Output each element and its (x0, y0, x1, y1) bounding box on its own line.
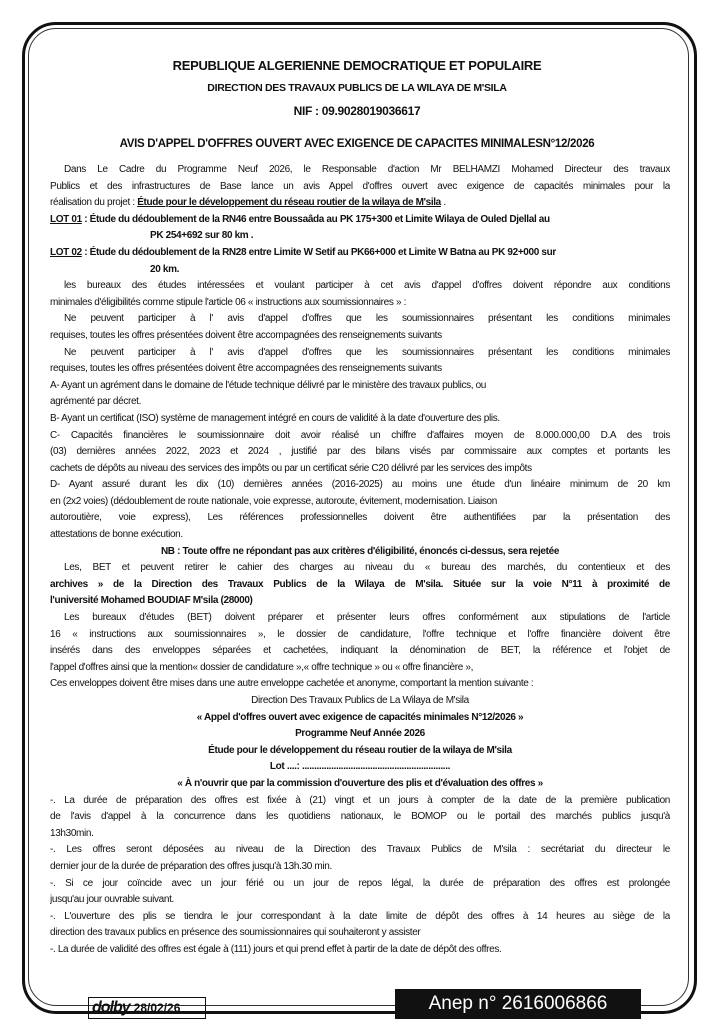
text-line: D- Ayant assuré durant les dix (10) dernières années (2016-2025) au moins une étude d'un linéaire minimum de 20 km (50, 479, 670, 491)
text-line: -. La durée de préparation des offres est fixée à (21) vingt et un jours à compter de la date de la première publication (50, 794, 670, 806)
text-line: agrémenté par décret. (50, 396, 142, 408)
lot-01-cont: PK 254+692 sur 80 km . (150, 230, 254, 242)
text-line: autoroutière, voie express), Les références professionnelles doivent être authentifiées par la présentation des (50, 512, 670, 524)
text-line: cachets de dépôts au niveau des services des impôts ou par un certificat série C20 délivré par les services des impôts (50, 462, 532, 474)
text-line: requises, toutes les offres présentées doivent être accompagnées des renseignements suivants (50, 329, 442, 341)
text-line: Les, BET et peuvent retirer le cahier des charges au niveau du « bureau des marchés, du contentieux et des (64, 562, 670, 574)
text-line: 16 « instructions aux soumissionnaires », le dossier de candidature, l'offre technique et l'offre financière doivent être (50, 628, 670, 640)
text-line: Lot ....: ............................................................. (269, 761, 451, 773)
text-line: -. La durée de validité des offres est égale à (111) jours et qui prend effet à partir de la date de dépôt des offres. (50, 943, 502, 955)
text-line: -. Si ce jour coïncide avec un jour férié ou un jour de repos légal, la durée de préparation des offres est prolongée (50, 877, 670, 889)
text-line: (03) dernières années 2022, 2023 et 2024 , justifié par des bilans visés par commissaire aux comptes et portants les (50, 446, 670, 458)
text-line: « Appel d'offres ouvert avec exigence de capacités minimales N°12/2026 » (196, 711, 524, 723)
text-line: Direction Des Travaux Publics de La Wilaya de M'sila (251, 695, 469, 706)
lot-01 (50, 212, 670, 229)
anep-number: Anep n° 2616006866 (395, 989, 641, 1019)
dolby-logo: dolby (92, 999, 130, 1016)
text-line: -. Les offres seront déposées au niveau de la Direction des Travaux Publics de M'sila : secrétariat du directeur le (50, 844, 670, 856)
lot-label: LOT 01 (50, 213, 82, 225)
header-direction: DIRECTION DES TRAVAUX PUBLICS DE LA WILAYA DE M'SILA (207, 82, 507, 94)
text-line: A- Ayant un agrément dans le domaine de l'étude technique délivré par le ministère des travaux publics, ou (50, 379, 487, 391)
dolby-stamp (88, 997, 206, 1019)
text-line: dernier jour de la durée de préparation des offres jusqu'à 13h.30 min. (50, 860, 332, 872)
text-line: de l'avis d'appel à la concurrence dans les quotidiens nationaux, le BOMOP ou le portail des marchés publics jusqu'à (50, 811, 670, 823)
intro-line: Dans Le Cadre du Programme Neuf 2026, le Responsable d'action Mr BELHAMZI Mohamed Directeur des travaux (64, 164, 670, 175)
text-line: minimales d'éligibilités comme stipule l'article 06 « instructions aux soumissionnaires » : (50, 296, 407, 308)
publication-date: 28/02/26 (133, 1001, 181, 1015)
text-line: Ne peuvent participer à l' avis d'appel d'offres que les soumissionnaires présentant les conditions minimales (64, 346, 670, 358)
notice-title: AVIS D'APPEL D'OFFRES OUVERT AVEC EXIGENCE DE CAPACITES MINIMALESN°12/2026 (119, 138, 595, 150)
text-line: 13h30min. (50, 827, 94, 839)
text-line: « À n'ouvrir que par la commission d'ouverture des plis et d'évaluation des offres » (177, 777, 543, 789)
text-line: Programme Neuf Année 2026 (295, 728, 425, 740)
text-line: attestations de bonne exécution. (50, 529, 183, 541)
lot-label: LOT 02 (50, 246, 82, 258)
project-title: Étude pour le développement du réseau routier de la wilaya de M'sila (137, 197, 441, 209)
text-line: Étude pour le développement du réseau routier de la wilaya de M'sila (208, 744, 512, 756)
text-line: insérés dans des enveloppes séparées et cachetées, indiquant la dénomination de BET, la référence et l'objet de (50, 645, 670, 657)
text-line: jusqu'au jour ouvrable suivant. (50, 894, 174, 906)
notice-body (50, 162, 670, 959)
text-line: Ne peuvent participer à l' avis d'appel d'offres que les soumissionnaires présentant les conditions minimales (64, 313, 670, 325)
lot-description: : Étude du dédoublement de la RN46 entre Boussaâda au PK 175+300 et Limite Wilaya de Ouled Djellal au (81, 213, 550, 225)
text-line: B- Ayant un certificat (ISO) système de management intégré en cours de validité à la date d'ouverture des plis. (50, 412, 500, 424)
text-line: l'appel d'offres ainsi que la mention« dossier de candidature »,« offre technique » ou « offre financière », (50, 661, 473, 673)
text-line: archives » de la Direction des Travaux Publics de la Wilaya de M'sila. Située sur la voie N°11 à proximité de (50, 578, 670, 590)
lot-02-cont: 20 km. (150, 263, 180, 275)
text-line: requises, toutes les offres présentées doivent être accompagnées des renseignements suivants (50, 363, 442, 375)
intro-line (50, 195, 670, 212)
text-line: en (2x2 voies) (dédoublement de route nationale, voie expresse, autoroute, évitement, modernisation. Liaison (50, 495, 497, 507)
header-nif: NIF : 09.9028019036617 (293, 104, 421, 118)
text-line: Ces enveloppes doivent être mises dans une autre enveloppe cachetée et anonyme, comportant la mention suivante : (50, 678, 534, 690)
text-line: C- Capacités financières le soumissionnaire doit avoir réalisé un chiffre d'affaires moyen de 8.000.000,00 D.A des trois (50, 429, 670, 441)
intro-line: Publics et des infrastructures de Base lance un avis Appel d'offres ouvert avec exigence de capacités minimales pour la (50, 180, 670, 192)
text-line: les bureaux des études intéressées et voulant participer à cet avis d'appel d'offres doivent répondre aux conditions (64, 280, 670, 292)
lot-02 (50, 245, 670, 262)
text-line: direction des travaux publics en présence des soumissionnaires qui souhaiteront y assister (50, 927, 421, 939)
lot-description: : Étude du dédoublement de la RN28 entre Limite W Setif au PK66+000 et Limite W Batna au PK 92+000 sur (81, 246, 556, 258)
text-line: l'université Mohamed BOUDIAF M'sila (28000) (50, 595, 253, 607)
text-line: NB : Toute offre ne répondant pas aux critères d'éligibilité, énoncés ci-dessus, sera rejetée (160, 545, 560, 557)
text: réalisation du projet : (50, 197, 138, 209)
text-line: Les bureaux d'études (BET) doivent préparer et présenter leurs offres conformément aux stipulations de l'article (64, 612, 670, 624)
header-republic: REPUBLIQUE ALGERIENNE DEMOCRATIQUE ET POPULAIRE (172, 58, 542, 73)
text: . (440, 197, 446, 209)
text-line: -. L'ouverture des plis se tiendra le jour correspondant à la date limite de dépôt des offres à 14 heures au siège de la (50, 910, 670, 922)
